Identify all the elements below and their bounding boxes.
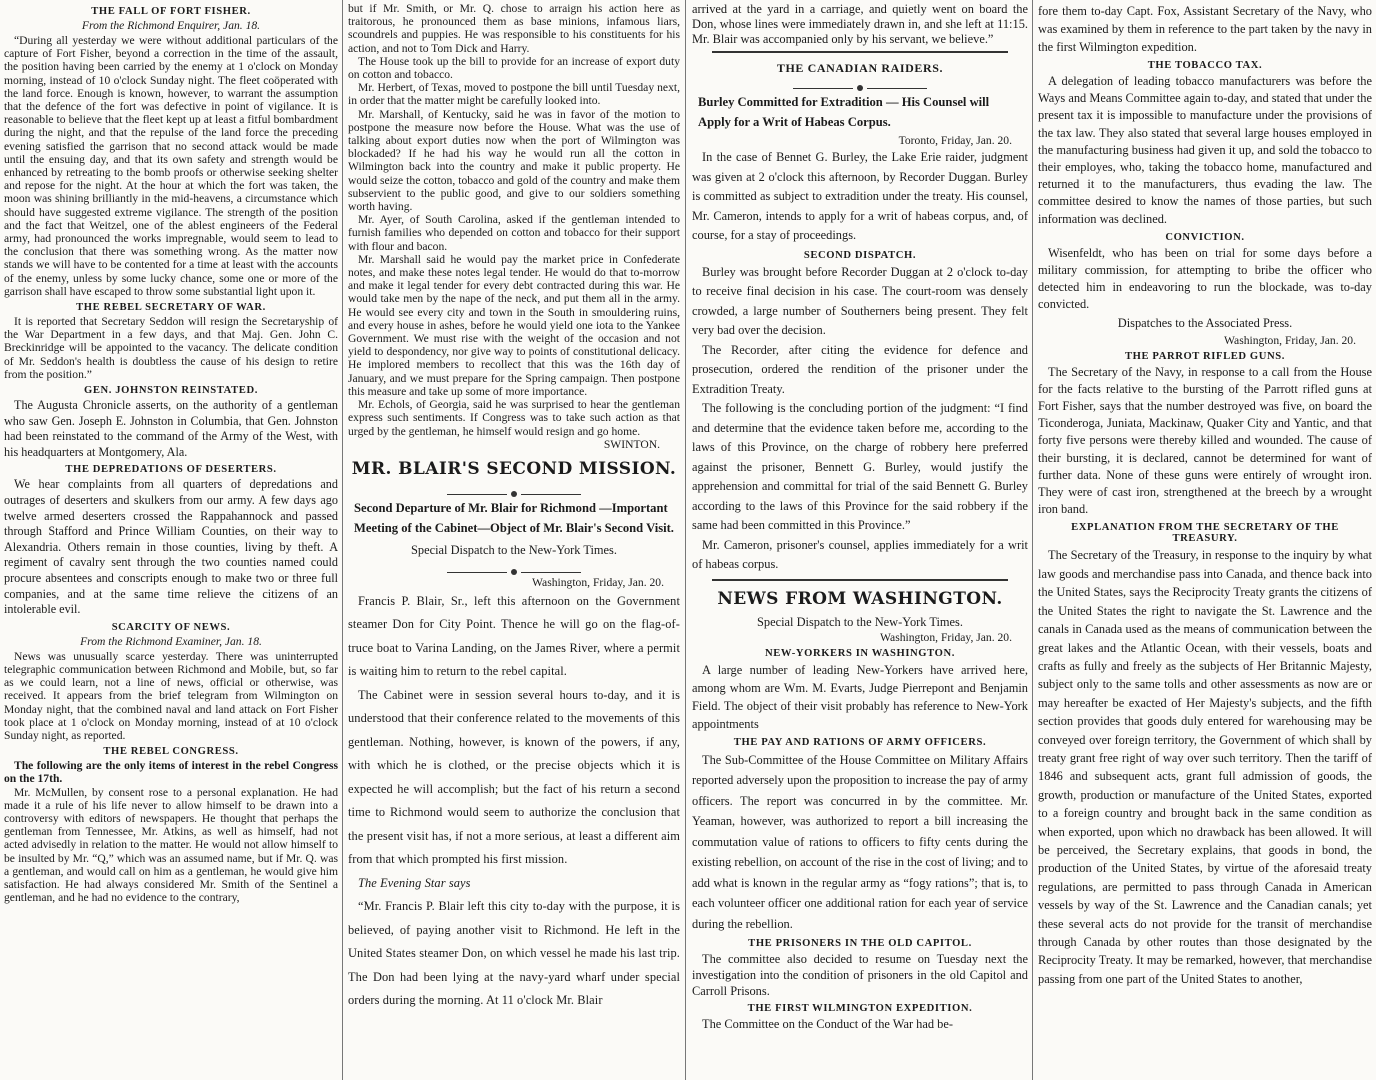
special-dispatch-line: Special Dispatch to the New-York Times. xyxy=(757,614,963,629)
headline-new-yorkers-in-washington: NEW-YORKERS IN WASHINGTON. xyxy=(765,647,955,659)
headline-first-wilmington-expedition: THE FIRST WILMINGTON EXPEDITION. xyxy=(747,1003,973,1014)
article-paragraph: The Secretary of the Treasury, in response to the inquiry by what law goods and merchandise pass into Canada, and thence back into the United States, says the Reciprocity Treaty grants the citizens of the United States the right to navigate the St. Lawrence and the canals in Canada used as the means of communication between the great lakes and the Atlantic Ocean, with their vessels, boats and crafts as fully and freely as the subjects of Her Britannic Majesty, subject only to the same tolls and other assessments as now are or may hereafter be exacted of Her Majesty's subjects, and the fifth section provides that goods duly entered for warehousing may be conveyed over foreign territory, the Government of which shall by treaty grant free right of way over such territory. Then the tariff of 1846 and subsequent acts, grant full admission of goods, the growth, production or manufacture of the United States, exported to a foreign country and brought back in the same condition as when exported, upon which no drawback has been allowed. It will be perceived, the Secretary explains, that goods in bond, the production of the United States, by virtue of the aforesaid treaty regulations, are permitted to pass through Canada in American vessels by way of the St. Lawrence and the Canadian canals; yet these several acts do not provide for the transit of merchandise through Canada by other routes than those designated by the Reciprocity Treaty. It may be remarked, however, that merchandise passing from one part of the United States to another, xyxy=(1038,548,1372,986)
headline-second-dispatch: SECOND DISPATCH. xyxy=(803,249,917,261)
article-paragraph: A large number of leading New-Yorkers have arrived here, among whom are Wm. M. Evarts, Judge Pierrepont and Benjamin Field. The object of their visit probably has reference to New-York appointments xyxy=(692,662,1028,731)
special-dispatch-line: Special Dispatch to the New-York Times. xyxy=(411,542,617,557)
column-divider xyxy=(342,0,343,1080)
associated-press-line: Dispatches to the Associated Press. xyxy=(1117,315,1293,330)
article-paragraph: fore them to-day Capt. Fox, Assistant Secretary of the Navy, who was examined by them in reference to the part taken by the navy in the first Wilmington expedition. xyxy=(1038,4,1372,54)
article-paragraph: “Mr. Francis P. Blair left this city to-day with the purpose, it is believed, of paying another visit to Richmond. He left in the United States steamer Don, on which vessel he made his last trip. The Don had been lying at the navy-yard wharf under special orders during the morning. At 11 o'clock Mr. Blair xyxy=(348,899,680,1008)
column-4 xyxy=(1034,0,1376,1080)
headline-gen-johnston-reinstated: GEN. JOHNSTON REINSTATED. xyxy=(84,385,258,397)
dateline: Toronto, Friday, Jan. 20. xyxy=(898,134,1012,147)
article-paragraph: Wisenfeldt, who has been on trial for some days before a military commission, for attempting to bribe the officer who detected him in endeavoring to run the blockade, was to-day convicted. xyxy=(1038,245,1372,312)
headline-parrot-rifled-guns: THE PARROT RIFLED GUNS. xyxy=(1125,350,1285,362)
headline-rebel-congress: THE REBEL CONGRESS. xyxy=(103,746,239,758)
article-paragraph: A delegation of leading tobacco manufacturers was before the Ways and Means Committee again to-day, and stated that under the present tax it is impossible to manufacture under the provisions of the tax law. They also stated that several large houses employed in the manufacturing business had given it up, and sold the tobacco to their employes, who, taking the tobacco home, manufactured and returned it to the manufacturers, thus evading the law. The committee desired to know the names of those parties, but such information was declined. xyxy=(1038,74,1372,226)
article-paragraph: The Committee on the Conduct of the War had be- xyxy=(702,1017,953,1031)
headline-scarcity-of-news: SCARCITY OF NEWS. xyxy=(111,621,231,633)
article-paragraph: Burley was brought before Recorder Duggan at 2 o'clock to-day to receive final decision in his case. The court-room was densely crowded, a large number of Southerners being present. They felt very bad over the decision. xyxy=(692,264,1028,337)
article-paragraph: Mr. Herbert, of Texas, moved to postpone the bill until Tuesday next, in order that the matter might be carefully looked into. xyxy=(348,81,680,108)
article-paragraph: The Augusta Chronicle asserts, on the authority of a gentleman who saw Gen. Joseph E. Johnston in Columbia, that Gen. Johnston had been reinstated to the command of the Army of the West, with his headquarters at Montgomery, Ala. xyxy=(4,398,338,459)
ornament-divider xyxy=(692,79,1028,87)
article-paragraph: The Secretary of the Navy, in response to a call from the House for the facts relative to the bursting of the Parrott rifled guns at Fort Fisher, says that the number destroyed was five, on board the Ticonderoga, Juniata, Mackinaw, Quaker City and Yantic, and that forty five persons were thereby killed and wounded. The cause of their bursting, it is declared, cannot be determined for want of further data. None of these guns were entirely of wrought iron. They were of cast iron, strengthened at the breech by a wrought iron band. xyxy=(1038,364,1372,517)
subheadline: Burley Committed for Extradition — His Counsel will Apply for a Writ of Habeas Corpus. xyxy=(698,95,990,129)
article-paragraph: Mr. Echols, of Georgia, said he was surprised to hear the gentleman express such sentiments. If Congress was to take such action as that urged by the gentleman, he himself would resign and go home. xyxy=(348,398,680,438)
headline-mr-blairs-second-mission: MR. BLAIR'S SECOND MISSION. xyxy=(351,458,677,479)
article-paragraph: Francis P. Blair, Sr., left this afternoon on the Government steamer Don for City Point. Thence he will go on the flag-of-truce boat to Varina Landing, on the James River, where a permit is waiting him to return to the rebel capital. xyxy=(348,593,680,679)
article-paragraph: Mr. Cameron, prisoner's counsel, applies immediately for a writ of habeas corpus. xyxy=(692,537,1028,571)
article-paragraph: The Recorder, after citing the evidence for defence and prosecution, ordered the rendition of the prisoner under the Extradition Treaty. xyxy=(692,342,1028,396)
headline-tobacco-tax: THE TOBACCO TAX. xyxy=(1147,60,1263,71)
dateline: Washington, Friday, Jan. 20. xyxy=(1224,333,1356,347)
headline-pay-and-rations: THE PAY AND RATIONS OF ARMY OFFICERS. xyxy=(733,736,987,748)
article-paragraph: arrived at the yard in a carriage, and quietly went on board the Don, whose lines were immediately drawn in, and she left at 11:15. Mr. Blair was accompanied only by his servant, we believe.” xyxy=(692,2,1028,46)
article-paragraph: We hear complaints from all quarters of depredations and outrages of deserters and skulkers from our army. A few days ago twelve armed deserters crossed the Rappahannock and passed through Stafford and Prince William Counties, on their way to Alexandria. Others remain in those counties, living by theft. A regiment of cavalry sent through the two counties named could procure absentees and conscripts enough to make two or three full companies, and at the same time relieve the citizens of an intolerable evil. xyxy=(4,477,338,617)
section-rule xyxy=(712,579,1008,581)
dateline: Washington, Friday, Jan. 20. xyxy=(880,630,1012,644)
source-line: From the Richmond Examiner, Jan. 18. xyxy=(80,634,262,648)
article-paragraph: Mr. Ayer, of South Carolina, asked if the gentleman intended to furnish families who depended on cotton and tobacco for their support with flour and bacon. xyxy=(348,213,680,253)
column-divider xyxy=(685,0,686,1080)
source-line: From the Richmond Enquirer, Jan. 18. xyxy=(81,19,261,32)
column-1 xyxy=(0,0,342,1080)
headline-prisoners-old-capitol: THE PRISONERS IN THE OLD CAPITOL. xyxy=(748,938,972,949)
article-paragraph: Mr. Marshall, of Kentucky, said he was in favor of the motion to postpone the measure now before the House. What was the use of talking about export duties now when the port of Wilmington was blockaded? If he had his way he would run all the cotton in Wilmington back into the country and make it public property. He would seize the cotton, tobacco and gold of the country and make them subservient to the public good, and give to our soldiers something worth having. xyxy=(348,107,680,214)
article-paragraph: In the case of Bennet G. Burley, the Lake Erie raider, judgment was given at 2 o'clock this afternoon, by Recorder Duggan. Burley is committed as subject to extradition under the treaty. His counsel, Mr. Cameron, intends to apply for a writ of habeas corpus, and, of course, for a stay of proceedings. xyxy=(692,150,1028,242)
dateline: Washington, Friday, Jan. 20. xyxy=(532,575,664,589)
article-paragraph: The House took up the bill to provide for an increase of export duty on cotton and tobacco. xyxy=(348,54,680,82)
article-paragraph: The Sub-Committee of the House Committee on Military Affairs reported adversely upon the proposition to increase the pay of army officers. The report was concurred in by the committee. Mr. Yeaman, however, was authorized to report a bill increasing the commutation value of rations to officers to fifty cents during the existing rebellion, on account of the rise in the cost of living; and to add what is known in the regular army as “fogy rations”; that is, to each volunteer officer one additional ration for each year of service during the rebellion. xyxy=(692,752,1028,931)
column-3 xyxy=(688,0,1032,1080)
article-paragraph: The Cabinet were in session several hours to-day, and it is understood that their conference related to the movements of this gentleman. Nothing, however, is known of the powers, if any, with which he is clothed, or the precise objects which it is expected he will accomplish; but the fact of his return a second time to Richmond would seem to authorize the conclusion that the present visit has, if not a more serious, at least a different aim from that which prompted his first mission. xyxy=(348,687,680,867)
ornament-divider xyxy=(348,485,680,493)
ornament-divider xyxy=(348,563,680,571)
headline-depredations-of-deserters: THE DEPREDATIONS OF DESERTERS. xyxy=(65,464,277,476)
article-paragraph: It is reported that Secretary Seddon will resign the Secretaryship of the War Department in a few days, and that Maj. Gen. John C. Breckinridge will be appointed to the vacancy. The delicate condition of Mr. Seddon's health is doubtless the cause of his design to retire from the position.” xyxy=(4,315,338,381)
subheadline: Second Departure of Mr. Blair for Richmond —Important Meeting of the Cabinet—Object of Mr. Blair's Second Visit. xyxy=(354,500,674,535)
article-paragraph: “During all yesterday we were without additional particulars of the capture of Fort Fisher, beyond a correction in the time of the assault, the position having been carried by the enemy at 1 o'clock on Monday morning, instead of 10 o'clock Sunday night. The fleet coöperated with the land force. Enough is known, however, to warrant the assumption that the defence of the fort was defective in point of vigilance. It is reasonable to believe that the fleet kept up at least a fitful bombardment during the night, and that the repulse of the land force the preceding evening satisfied the garrison that no second attack would be made until the ensuing day, and that its own safety and strength would be enhanced by retreating to the bomb proofs or otherwise seeking shelter and repose for the night. At the hour at which the fort was taken, the moon was shining brilliantly in the mid-heavens, a circumstance which should have suggested extreme vigilance. The strength of the position and the fact that Weitzel, one of the ablest engineers of the Federal army, had pronounced the works impregnable, would seem to lead to the conclusion that there was something wrong. As the matter now stands we will have to be contented for a time at least with the accounts of the enemy, unless by some lucky chance, some one or more of the garrison shall have escaped to throw some substantial light upon it. xyxy=(4,34,338,298)
article-paragraph: The following is the concluding portion of the judgment: “I find and determine that the evidence taken before me, according to the laws of this Province, on the charge of robbery here preferred against the prisoner, Bennett G. Burley, would justify the apprehension and committal for trial of the said Bennett G. Burley according to the laws of this Province for the said robbery if the same had been committed in this Province.” xyxy=(692,401,1028,532)
headline-fall-of-fort-fisher: THE FALL OF FORT FISHER. xyxy=(91,6,251,17)
signature: SWINTON. xyxy=(603,437,660,451)
article-paragraph: Mr. Marshall said he would pay the market price in Confederate notes, and make these notes legal tender. He would do that to-morrow and make it legal tender for every debt contracted during this war. He would take men by the nape of the neck, and put them all in the army. He would see every city and town in the South in smouldering ruins, and every house in ashes, before he would yield one iota to the Yankee Government. We must rise with the weight of the occasion and not yield to despondency, nor give way to points of constitutional delicacy. He implored members to recollect that this was the 16th day of January, and we must prepare for the Spring campaign. Then postpone this measure and take up some of more importance. xyxy=(348,252,680,398)
headline-rebel-secretary-of-war: THE REBEL SECRETARY OF WAR. xyxy=(76,302,266,314)
headline-canadian-raiders: THE CANADIAN RAIDERS. xyxy=(776,61,944,75)
column-divider xyxy=(1032,0,1033,1080)
article-paragraph: Mr. McMullen, by consent rose to a personal explanation. He had made it a rule of his life never to allow himself to be drawn into a controversy with editors of newspapers. He thought that perhaps the gentleman from Tennessee, Mr. Atkins, as well as himself, had not acted advisedly in relation to the matter. He would not allow himself to be insulted by Mr. “Q,” which was an assumed name, but if Mr. Q. was a gentleman, and would call on him as a gentleman, he would give him satisfaction. He had always considered Mr. Smith of the Sentinel a gentleman, and he had no evidence to the contrary, xyxy=(4,785,338,905)
headline-news-from-washington: NEWS FROM WASHINGTON. xyxy=(717,588,1003,609)
article-paragraph: The committee also decided to resume on Tuesday next the investigation into the condition of prisoners in the old Capitol and Carroll Prisons. xyxy=(692,952,1028,998)
column-2 xyxy=(344,0,684,1080)
section-rule xyxy=(712,51,1008,53)
article-paragraph: The following are the only items of interest in the rebel Congress on the 17th. xyxy=(4,759,338,786)
article-paragraph: News was unusually scarce yesterday. There was uninterrupted telegraphic communication between Richmond and Mobile, but, so far as we could learn, not a line of news, official or otherwise, was received. It appears from the brief telegram from Wilmington on Monday night, that the combined naval and land attack on Fort Fisher took place at 1 o'clock on Monday morning, instead of at 10 o'clock Sunday night, as reported. xyxy=(4,649,338,743)
headline-explanation-secretary-treasury: EXPLANATION FROM THE SECRETARY OF THE TREASURY. xyxy=(1071,522,1339,545)
article-paragraph: but if Mr. Smith, or Mr. Q. chose to arraign his action here as traitorous, he pronounced them as base minions, infamous liars, scoundrels and puppies. He was responsible to his constituents for his action, and not to Tom Dick and Harry. xyxy=(348,2,680,55)
article-paragraph: The Evening Star says xyxy=(358,875,471,890)
headline-conviction: CONVICTION. xyxy=(1165,231,1245,243)
